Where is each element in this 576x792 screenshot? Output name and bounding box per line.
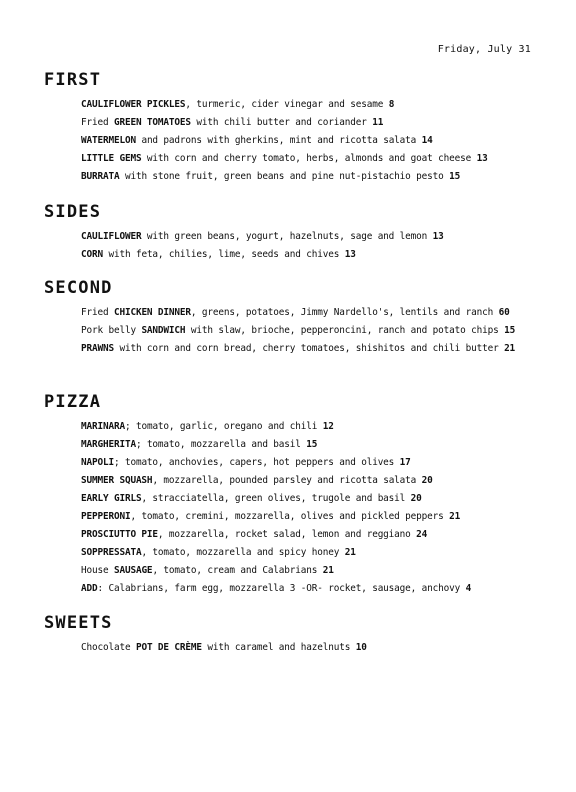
section-title: SIDES (44, 202, 102, 222)
menu-item (81, 472, 544, 490)
item-name: GREEN TOMATOES (113, 117, 191, 128)
item-price: 15 (504, 325, 516, 336)
item-name: ADD (81, 583, 98, 594)
item-name: EARLY GIRLS (81, 493, 142, 504)
menu-item (81, 322, 544, 340)
menu-item (81, 114, 544, 132)
item-description: , stracciatella, green olives, trugole and basil (141, 493, 411, 504)
item-name: PEPPERONI (81, 511, 131, 522)
item-name: SANDWICH (141, 325, 186, 336)
item-description: ; tomato, anchovies, capers, hot peppers and olives (113, 457, 400, 468)
item-description: , mozzarella, pounded parsley and ricotta salata (152, 475, 422, 486)
item-price: 20 (410, 493, 422, 504)
menu-item (81, 580, 544, 598)
item-description: , mozzarella, rocket salad, lemon and reggiano (157, 529, 417, 540)
menu-item (81, 418, 544, 436)
menu-item (81, 246, 544, 264)
item-price: 60 (498, 307, 510, 318)
item-description: : Calabrians, farm egg, mozzarella 3 -OR- rocket, sausage, anchovy (97, 583, 466, 594)
item-description: with feta, chilies, lime, seeds and chives (102, 249, 345, 260)
item-description: , turmeric, cider vinegar and sesame (185, 99, 389, 110)
item-description: with chili butter and coriander (190, 117, 373, 128)
item-prefix: Chocolate (81, 642, 136, 653)
item-price: 8 (388, 99, 395, 110)
menu-item (81, 508, 544, 526)
item-name: BURRATA (81, 171, 120, 182)
item-description: ; tomato, garlic, oregano and chili (124, 421, 323, 432)
item-name: LITTLE GEMS (81, 153, 142, 164)
item-name: CORN (81, 249, 103, 260)
section-pizza (44, 392, 544, 598)
item-description: with stone fruit, green beans and pine nut-pistachio pesto (119, 171, 450, 182)
item-description: ; tomato, mozzarella and basil (135, 439, 307, 450)
menu-item (81, 228, 544, 246)
item-prefix: House (81, 565, 114, 576)
menu-item (81, 96, 544, 114)
item-name: SUMMER SQUASH (81, 475, 153, 486)
section-first (44, 70, 544, 186)
menu-items (81, 96, 544, 186)
menu-items (81, 418, 544, 598)
item-price: 10 (355, 642, 367, 653)
section-title: PIZZA (44, 392, 102, 412)
section-title: SWEETS (44, 613, 113, 633)
menu-item (81, 562, 544, 580)
menu-item (81, 150, 544, 168)
item-name: MARINARA (81, 421, 125, 432)
menu-items (81, 639, 544, 657)
item-description: with slaw, brioche, pepperoncini, ranch and potato chips (185, 325, 505, 336)
item-price: 14 (421, 135, 433, 146)
item-price: 15 (449, 171, 461, 182)
item-price: 20 (421, 475, 433, 486)
menu-item (81, 544, 544, 562)
item-price: 12 (322, 421, 334, 432)
item-price: 15 (306, 439, 318, 450)
section-sweets (44, 613, 544, 657)
item-description: with corn and cherry tomato, herbs, almonds and goat cheese (141, 153, 477, 164)
menu-item (81, 490, 544, 508)
item-description: , tomato, cream and Calabrians (152, 565, 323, 576)
item-name: CAULIFLOWER PICKLES (81, 99, 186, 110)
menu-item (81, 168, 544, 186)
section-title: FIRST (44, 70, 102, 90)
item-prefix: Fried (81, 307, 114, 318)
item-description: with corn and corn bread, cherry tomatoes, shishitos and chili butter (113, 343, 505, 354)
item-name: MARGHERITA (81, 439, 136, 450)
menu-item (81, 132, 544, 150)
item-name: PROSCIUTTO PIE (81, 529, 158, 540)
section-sides (44, 202, 544, 264)
item-price: 21 (449, 511, 461, 522)
menu-item (81, 454, 544, 472)
item-price: 21 (322, 565, 334, 576)
menu-item (81, 526, 544, 544)
item-price: 11 (372, 117, 384, 128)
item-name: SOPPRESSATA (81, 547, 142, 558)
item-price: 13 (432, 231, 444, 242)
menu-item (81, 436, 544, 454)
item-price: 21 (344, 547, 356, 558)
item-name: CHICKEN DINNER (113, 307, 191, 318)
item-price: 13 (476, 153, 488, 164)
menu-items (81, 304, 544, 358)
menu-item (81, 340, 544, 358)
item-price: 21 (504, 343, 516, 354)
item-description: with caramel and hazelnuts (201, 642, 356, 653)
item-description: , tomato, mozzarella and spicy honey (141, 547, 345, 558)
section-second (44, 278, 544, 358)
item-price: 13 (344, 249, 356, 260)
item-prefix: Pork belly (81, 325, 142, 336)
item-name: NAPOLI (81, 457, 114, 468)
item-description: , tomato, cremini, mozzarella, olives and pickled peppers (130, 511, 450, 522)
section-title: SECOND (44, 278, 113, 298)
item-price: 17 (399, 457, 411, 468)
item-name: WATERMELON (81, 135, 136, 146)
item-name: SAUSAGE (113, 565, 153, 576)
menu-items (81, 228, 544, 264)
item-name: CAULIFLOWER (81, 231, 142, 242)
item-name: PRAWNS (81, 343, 114, 354)
item-price: 4 (465, 583, 472, 594)
menu-item (81, 639, 544, 657)
menu-date: Friday, July 31 (437, 44, 531, 55)
item-description: and padrons with gherkins, mint and ricotta salata (135, 135, 422, 146)
item-description: with green beans, yogurt, hazelnuts, sage and lemon (141, 231, 433, 242)
item-prefix: Fried (81, 117, 114, 128)
item-name: POT DE CRÈME (135, 642, 202, 653)
item-price: 24 (416, 529, 428, 540)
item-description: , greens, potatoes, Jimmy Nardello's, lentils and ranch (190, 307, 499, 318)
menu-item (81, 304, 544, 322)
